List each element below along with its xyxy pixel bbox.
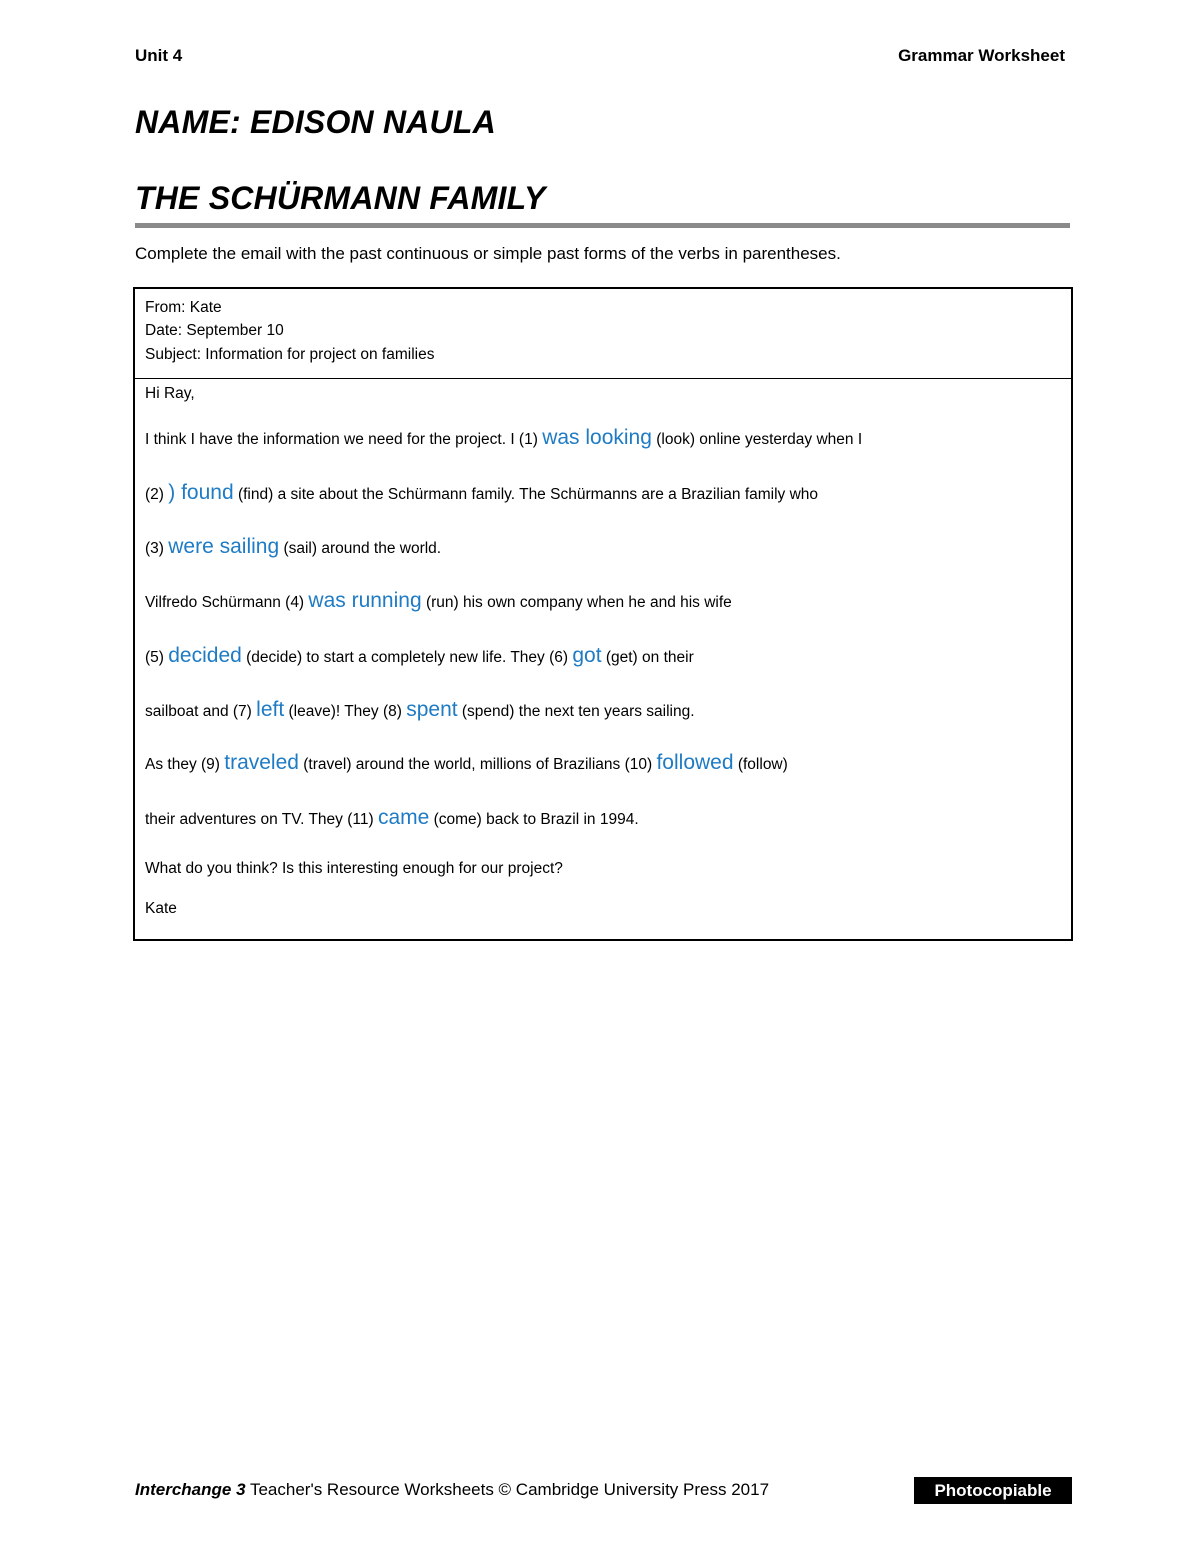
footer bbox=[135, 1480, 769, 1500]
email-box bbox=[133, 287, 1073, 941]
footer-brand: Interchange 3 bbox=[135, 1480, 246, 1499]
email-line-8 bbox=[145, 806, 639, 830]
answer-7: left bbox=[256, 698, 285, 721]
text: (5) bbox=[145, 649, 169, 666]
text: Vilfredo Schürmann (4) bbox=[145, 594, 309, 611]
text: (look) online yesterday when I bbox=[651, 431, 863, 448]
email-line-7 bbox=[145, 751, 788, 775]
text: As they (9) bbox=[145, 756, 225, 773]
text: I think I have the information we need for the project. I (1) bbox=[145, 431, 543, 448]
text: (sail) around the world. bbox=[279, 540, 442, 557]
text: (3) bbox=[145, 540, 169, 557]
text: (run) his own company when he and his wife bbox=[421, 594, 732, 611]
page-title: THE SCHÜRMANN FAMILY bbox=[135, 180, 546, 216]
answer-8: spent bbox=[406, 698, 458, 721]
text: (find) a site about the Schürmann family. The Schürmanns are a Brazilian family who bbox=[233, 486, 819, 503]
email-closing-question: What do you think? Is this interesting enough for our project? bbox=[145, 860, 563, 877]
email-from: From: Kate bbox=[145, 299, 222, 316]
email-line-5 bbox=[145, 644, 694, 668]
answer-5: decided bbox=[168, 644, 242, 667]
email-line-1 bbox=[145, 426, 862, 450]
title-divider bbox=[135, 223, 1070, 228]
text: their adventures on TV. They (11) bbox=[145, 811, 378, 828]
answer-11: came bbox=[377, 806, 430, 829]
answer-10: followed bbox=[656, 751, 734, 774]
answer-6: got bbox=[572, 644, 602, 667]
text: (decide) to start a completely new life. They (6) bbox=[241, 649, 573, 666]
text: (spend) the next ten years sailing. bbox=[457, 703, 695, 720]
student-name: NAME: EDISON NAULA bbox=[135, 104, 496, 140]
text: (get) on their bbox=[601, 649, 694, 666]
answer-9: traveled bbox=[224, 751, 299, 774]
email-line-4 bbox=[145, 589, 732, 613]
email-header bbox=[135, 289, 1071, 379]
footer-text: Teacher's Resource Worksheets © Cambridge University Press 2017 bbox=[245, 1480, 770, 1499]
worksheet-label: Grammar Worksheet bbox=[898, 46, 1065, 65]
text: (2) bbox=[145, 486, 169, 503]
email-date: Date: September 10 bbox=[145, 322, 284, 339]
answer-4: was running bbox=[308, 589, 422, 612]
text: (come) back to Brazil in 1994. bbox=[429, 811, 639, 828]
answer-1: was looking bbox=[542, 426, 652, 449]
unit-label: Unit 4 bbox=[135, 46, 183, 65]
email-line-2 bbox=[145, 481, 818, 505]
email-line-3 bbox=[145, 535, 441, 559]
email-subject: Subject: Information for project on families bbox=[145, 346, 435, 363]
text: (leave)! They (8) bbox=[284, 703, 407, 720]
instructions: Complete the email with the past continuous or simple past forms of the verbs in parentheses. bbox=[135, 244, 841, 263]
email-line-6 bbox=[145, 698, 695, 722]
photocopiable-badge: Photocopiable bbox=[914, 1477, 1072, 1504]
text: sailboat and (7) bbox=[145, 703, 257, 720]
answer-2: ) found bbox=[168, 481, 234, 504]
text: (follow) bbox=[733, 756, 788, 773]
answer-3: were sailing bbox=[168, 535, 280, 558]
text: (travel) around the world, millions of Brazilians (10) bbox=[298, 756, 657, 773]
email-signoff: Kate bbox=[145, 900, 177, 917]
email-greeting: Hi Ray, bbox=[145, 385, 195, 402]
